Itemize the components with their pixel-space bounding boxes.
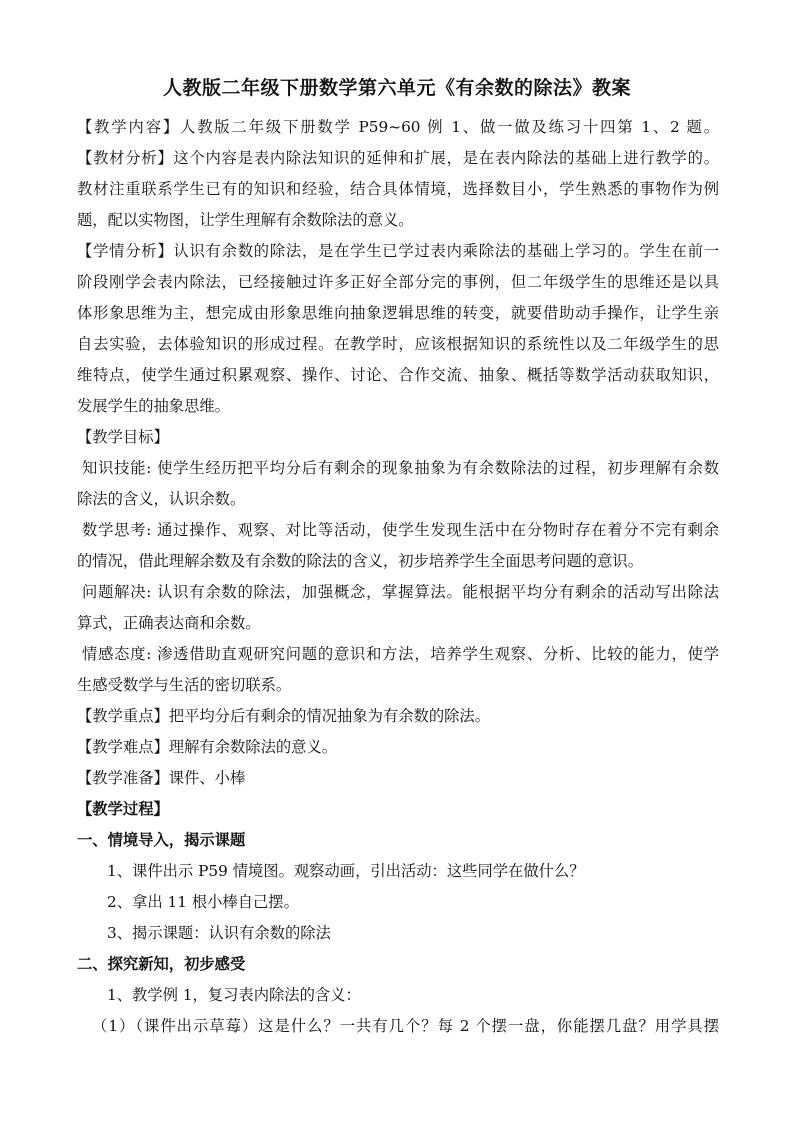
learner-analysis-line-3: 体形象思维为主，想完成由形象思维向抽象逻辑思维的转变，就要借助动手操作，让学生亲 bbox=[77, 304, 719, 322]
learner-analysis-line-5: 维特点，使学生通过积累观察、操作、讨论、合作交流、抽象、概括等数学活动获取知识， bbox=[77, 366, 719, 384]
goal-thinking-line-2: 的情况，借此理解余数及有余数的除法的含义，初步培养学生全面思考问题的意识。 bbox=[77, 552, 643, 570]
step-1-line: 1、课件出示 P59 情境图。观察动画，引出活动：这些同学在做什么？ bbox=[107, 862, 585, 880]
goal-thinking-line-1: 数学思考: 通过操作、观察、对比等活动，使学生发现生活中在分物时存在着分不完有剩余 bbox=[82, 521, 719, 539]
preparation-line: 【教学准备】课件、小棒 bbox=[77, 769, 246, 787]
material-analysis-line-2: 教材注重联系学生已有的知识和经验，结合具体情境，选择数目小，学生熟悉的事物作为例 bbox=[77, 180, 719, 198]
material-analysis-line-1: 【教材分析】这个内容是表内除法知识的延伸和扩展，是在表内除法的基础上进行教学的。 bbox=[77, 149, 719, 167]
goal-knowledge-line-2: 除法的含义，认识余数。 bbox=[77, 490, 246, 508]
learner-analysis-line-2: 阶段刚学会表内除法，已经接触过许多正好全部分完的事例，但二年级学生的思维还是以具 bbox=[77, 273, 719, 291]
example-1-question-line: （1）（课件出示草莓）这是什么？一共有几个？每 2 个摆一盘，你能摆几盘？用学具摆 bbox=[92, 1017, 719, 1035]
document-title: 人教版二年级下册数学第六单元《有余数的除法》教案 bbox=[162, 77, 631, 99]
difficulty-line: 【教学难点】理解有余数除法的意义。 bbox=[77, 738, 338, 756]
goal-problem-line-1: 问题解决: 认识有余数的除法，加强概念，掌握算法。能根据平均分有剩余的活动写出除法 bbox=[82, 583, 719, 601]
step-2-line: 2、拿出 11 根小棒自己摆。 bbox=[107, 893, 299, 911]
section-one-heading: 一、情境导入，揭示课题 bbox=[77, 831, 246, 849]
teaching-content-line: 【教学内容】人教版二年级下册数学 P59~60 例 1、做一做及练习十四第 1、2 题。 bbox=[77, 118, 719, 136]
learner-analysis-line-6: 发展学生的抽象思维。 bbox=[77, 397, 230, 415]
learner-analysis-line-1: 【学情分析】认识有余数的除法，是在学生已学过表内乘除法的基础上学习的。学生在前一 bbox=[77, 242, 719, 260]
material-analysis-line-3: 题，配以实物图，让学生理解有余数除法的意义。 bbox=[77, 211, 414, 229]
section-two-heading: 二、探究新知，初步感受 bbox=[77, 955, 246, 973]
goal-knowledge-line-1: 知识技能: 使学生经历把平均分后有剩余的现象抽象为有余数除法的过程，初步理解有余数 bbox=[82, 459, 719, 477]
goal-attitude-line-1: 情感态度: 渗透借助直观研究问题的意识和方法，培养学生观察、分析、比较的能力，使学 bbox=[82, 645, 719, 663]
key-point-line: 【教学重点】把平均分后有剩余的情况抽象为有余数的除法。 bbox=[77, 707, 491, 725]
goal-problem-line-2: 算式，正确表达商和余数。 bbox=[77, 614, 261, 632]
example-1-line: 1、教学例 1，复习表内除法的含义： bbox=[107, 986, 361, 1004]
learner-analysis-line-4: 自去实验，去体验知识的形成过程。在教学时，应该根据知识的系统性以及二年级学生的思 bbox=[77, 335, 719, 353]
goal-attitude-line-2: 生感受数学与生活的密切联系。 bbox=[77, 676, 292, 694]
teaching-goals-heading: 【教学目标】 bbox=[77, 428, 169, 446]
teaching-process-heading: 【教学过程】 bbox=[77, 800, 169, 818]
step-3-line: 3、揭示课题：认识有余数的除法 bbox=[107, 924, 331, 942]
